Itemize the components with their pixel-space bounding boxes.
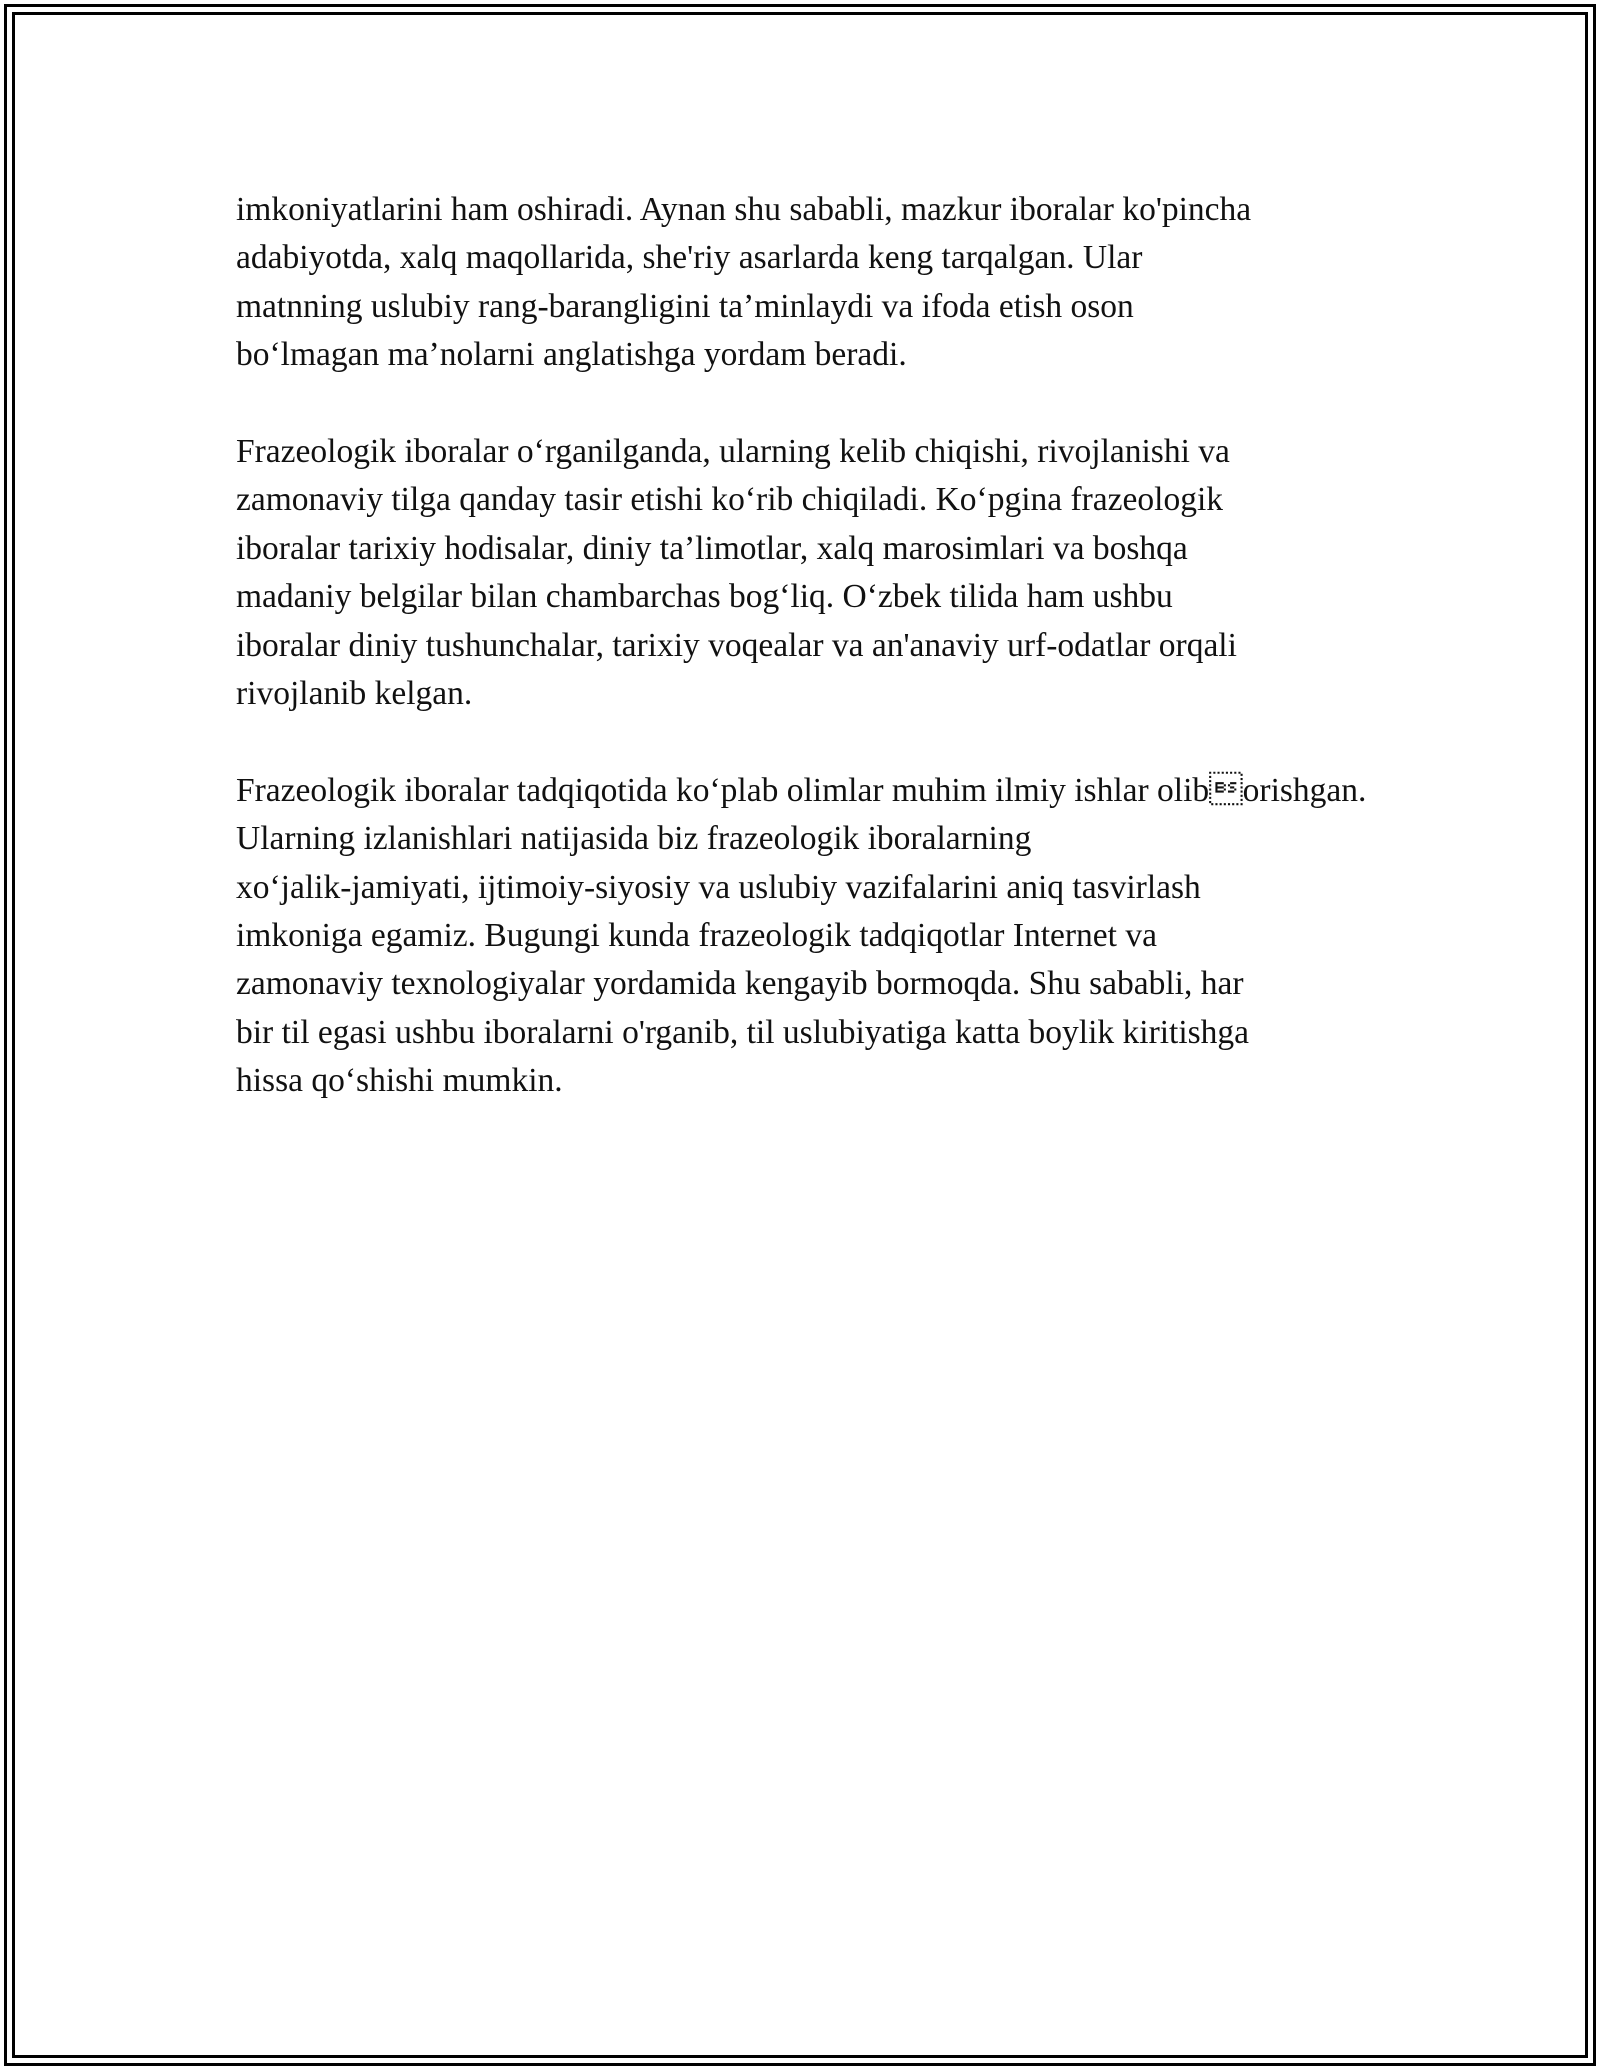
document-body — [236, 186, 1376, 1154]
paragraph-2: Frazeologik iboralar o‘rganilganda, ularning kelib chiqishi, rivojlanishi va zamonaviy tilga qanday tasir etishi ko‘rib chiqiladi. Ko‘pgina frazeologik iboralar tarixiy hodisalar, diniy ta’limotlar, xalq marosimlari va boshqa madaniy belgilar bilan chambarchas bog‘liq. O‘zbek tilida ham ushbu iboralar diniy tushunchalar, tarixiy voqealar va an'anaviy urf-odatlar orqali rivojlanib kelgan. — [236, 433, 1237, 713]
paragraph-1: imkoniyatlarini ham oshiradi. Aynan shu sababli, mazkur iboralar ko'pincha adabiyotda, xalq maqollarida, she'riy asarlarda keng tarqalgan. Ular matnning uslubiy rang-barangligini ta’minlaydi va ifoda etish oson bo‘lmagan ma’nolarni anglatishga yordam beradi. — [236, 191, 1252, 374]
paragraph-3: Frazeologik iboralar tadqiqotida ko‘plab olimlar muhim ilmiy ishlar oliborishgan. Ularning izlanishlari natijasida biz frazeologik iboralarning xo‘jalik-jamiyati, ijtimoiy-siyosiy va uslubiy vazifalarini aniq tasvirlash imkoniga egamiz. Bugungi kunda frazeologik tadqiqotlar Internet va zamonaviy texnologiyalar yordamida kengayib bormoqda. Shu sababli, har bir til egasi ushbu iboralarni o'rganib, til uslubiyatiga katta boylik kiritishga hissa qo‘shishi mumkin. — [236, 771, 1367, 1100]
